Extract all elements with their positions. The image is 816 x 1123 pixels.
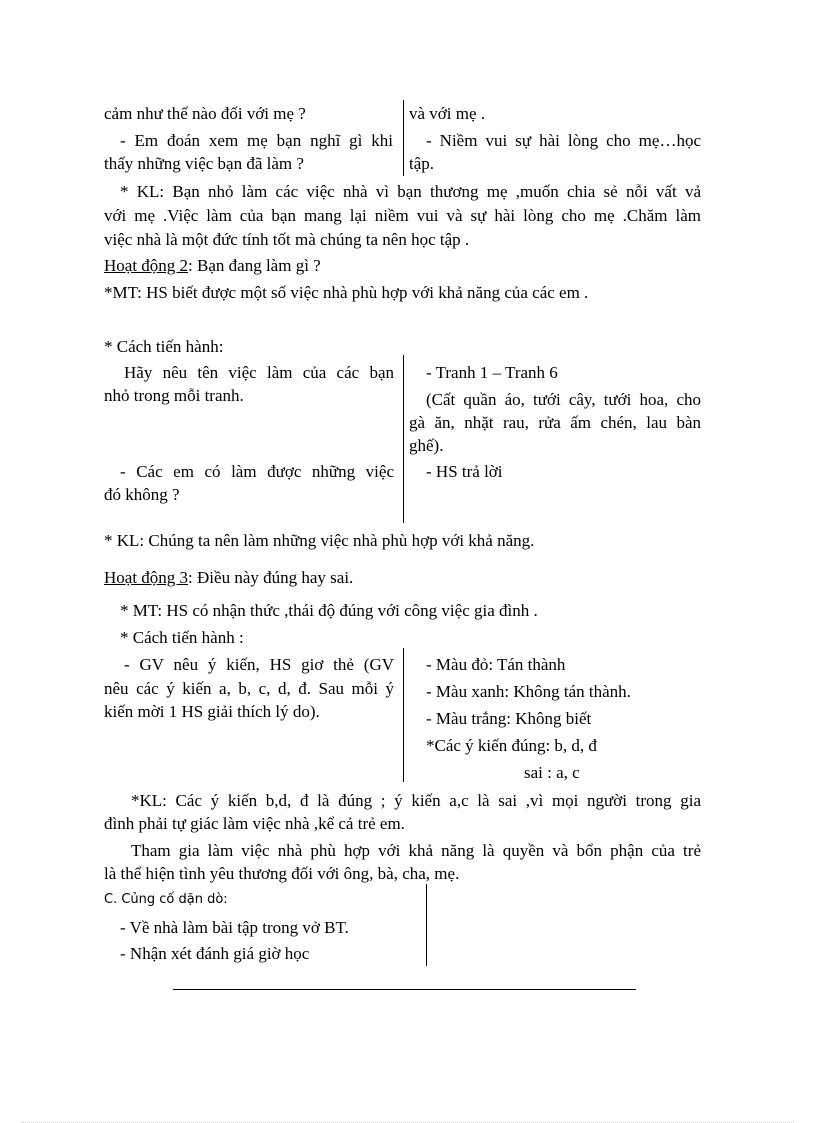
block2-right-line3: gà ăn, nhặt rau, rửa ấm chén, lau bàn [409,413,701,432]
conclusion-3-line1: *KL: Các ý kiến b,d, đ là đúng ; ý kiến a,c là sai ,vì mọi người trong gia [131,791,701,810]
column-divider [403,100,404,176]
block2-left-line4: đó không ? [104,485,180,504]
block1-left-line2: - Em đoán xem mẹ bạn nghĩ gì khi [120,131,393,150]
block3-right-line4: *Các ý kiến đúng: b, d, đ [426,736,597,755]
objective-2: *MT: HS biết được một số việc nhà phù hợp với khả năng của các em . [104,283,589,302]
block2-left-line3: - Các em có làm được những việc [120,462,394,481]
activity-3-title: : Điều này đúng hay sai. [188,568,354,587]
block2-right-line5: - HS trả lời [426,462,503,481]
activity-3-heading [104,567,353,589]
column-divider [403,648,404,782]
block3-right-line3: - Màu trắng: Không biết [426,709,592,728]
block3-right-line1: - Màu đỏ: Tán thành [426,655,566,674]
objective-3: * MT: HS có nhận thức ,thái độ đúng với công việc gia đình . [120,601,538,620]
procedure-2-label: * Cách tiến hành: [104,337,224,356]
block3-right-line5: sai : a, c [524,763,580,782]
end-separator-line [173,989,636,990]
procedure-3-label: * Cách tiến hành : [120,628,244,647]
block1-right-line2: - Niềm vui sự hài lòng cho mẹ…học [426,131,701,150]
block2-left-line1: Hãy nêu tên việc làm của các bạn [124,363,394,382]
activity-3-label: Hoạt động 3 [104,568,189,587]
block3-right-line2: - Màu xanh: Không tán thành. [426,682,631,701]
conclusion-1-line2: với mẹ .Việc làm của bạn mang lại niềm vui và sự hài lòng cho mẹ .Chăm làm [104,206,701,225]
conclusion-1-line1: * KL: Bạn nhỏ làm các việc nhà vì bạn thương mẹ ,muốn chia sẻ nỗi vất vả [120,182,701,201]
block2-right-line1: - Tranh 1 – Tranh 6 [426,363,558,382]
block2-right-line4: ghế). [409,436,444,455]
paragraph-line1: Tham gia làm việc nhà phù hợp với khả năng là quyền và bổn phận của trẻ [131,841,701,860]
activity-2-heading [104,255,321,277]
section-c-title: C. Củng cố dặn dò: [104,892,228,907]
conclusion-1-line3: việc nhà là một đức tính tốt mà chúng ta nên học tập . [104,230,470,249]
block3-left-line2: nêu các ý kiến a, b, c, d, đ. Sau mỗi ý [104,679,394,698]
block1-left-line3: thấy những việc bạn đã làm ? [104,154,304,173]
block3-left-line3: kiến mời 1 HS giải thích lý do). [104,702,320,721]
block2-left-line2: nhỏ trong mỗi tranh. [104,386,244,405]
paragraph-line2: là thể hiện tình yêu thương đối với ông, bà, cha, mẹ. [104,864,460,883]
column-divider [403,355,404,523]
block1-left-line1: cảm như thế nào đối với mẹ ? [104,104,306,123]
block1-right-line1: và với mẹ . [409,104,486,123]
section-c-item-2: - Nhận xét đánh giá giờ học [120,944,310,963]
conclusion-2: * KL: Chúng ta nên làm những việc nhà phù hợp với khả năng. [104,531,535,550]
block2-right-line2: (Cất quần áo, tưới cây, tưới hoa, cho [426,390,701,409]
section-c-item-1: - Về nhà làm bài tập trong vở BT. [120,918,349,937]
conclusion-3-line2: đình phải tự giác làm việc nhà ,kể cả trẻ em. [104,814,405,833]
activity-2-title: : Bạn đang làm gì ? [188,256,321,275]
activity-2-label: Hoạt động 2 [104,256,189,275]
block3-left-line1: - GV nêu ý kiến, HS giơ thẻ (GV [124,655,394,674]
block1-right-line3: tập. [409,154,435,173]
column-divider [426,884,427,966]
